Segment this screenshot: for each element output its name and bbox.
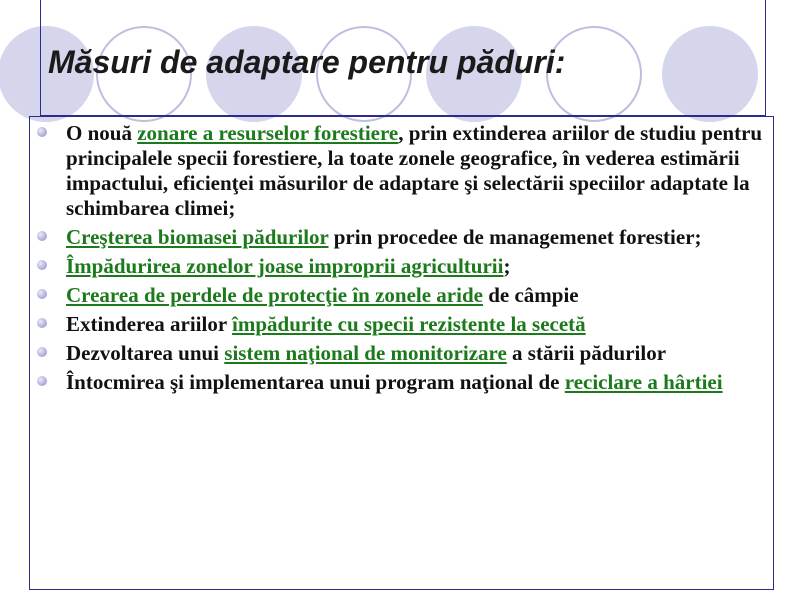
bullet-link[interactable]: Creşterea biomasei pădurilor (66, 225, 329, 249)
bullet-text: ; (503, 254, 511, 278)
bullet-link[interactable]: zonare a resurselor forestiere (137, 121, 399, 145)
bullet-item (36, 225, 770, 250)
bullet-text: Dezvoltarea unui (66, 341, 225, 365)
bullet-link[interactable]: reciclare a hârtiei (564, 370, 723, 394)
bullet-icon (37, 231, 47, 241)
bullet-text: O nouă (66, 121, 138, 145)
bullet-link[interactable]: sistem naţional de monitorizare (224, 341, 507, 365)
bullet-icon (37, 318, 47, 328)
slide-title: Măsuri de adaptare pentru păduri: (48, 44, 566, 80)
bullet-text: prin procedee de managemenet forestier; (328, 225, 702, 249)
bullet-text: a stării pădurilor (506, 341, 667, 365)
bullet-link[interactable]: Crearea de perdele de protecţie în zonele aride (66, 283, 483, 307)
bullet-item (36, 254, 770, 279)
bullet-item (36, 283, 770, 308)
bullet-link[interactable]: Împădurirea zonelor joase improprii agriculturii (66, 254, 504, 278)
bullet-item (36, 312, 770, 337)
bullet-text: de câmpie (482, 283, 579, 307)
bullet-list (36, 121, 770, 399)
bullet-icon (37, 260, 47, 270)
bullet-text: , prin extinderea ariilor de studiu pentru principalele specii forestiere, la toate zonele geografice, în vederea estimării impactului, eficienţei măsurilor de adaptare şi selectării speciilor adaptate la schimbarea climei; (66, 121, 763, 220)
bullet-text: Întocmirea şi implementarea unui program naţional de (66, 370, 565, 394)
bullet-icon (37, 347, 47, 357)
bullet-icon (37, 376, 47, 386)
bullet-link[interactable]: împădurite cu specii rezistente la secetă (232, 312, 586, 336)
bullet-item (36, 370, 770, 395)
bullet-item (36, 121, 770, 221)
bullet-text: Extinderea ariilor (66, 312, 233, 336)
bullet-icon (37, 127, 47, 137)
bullet-icon (37, 289, 47, 299)
bullet-item (36, 341, 770, 366)
